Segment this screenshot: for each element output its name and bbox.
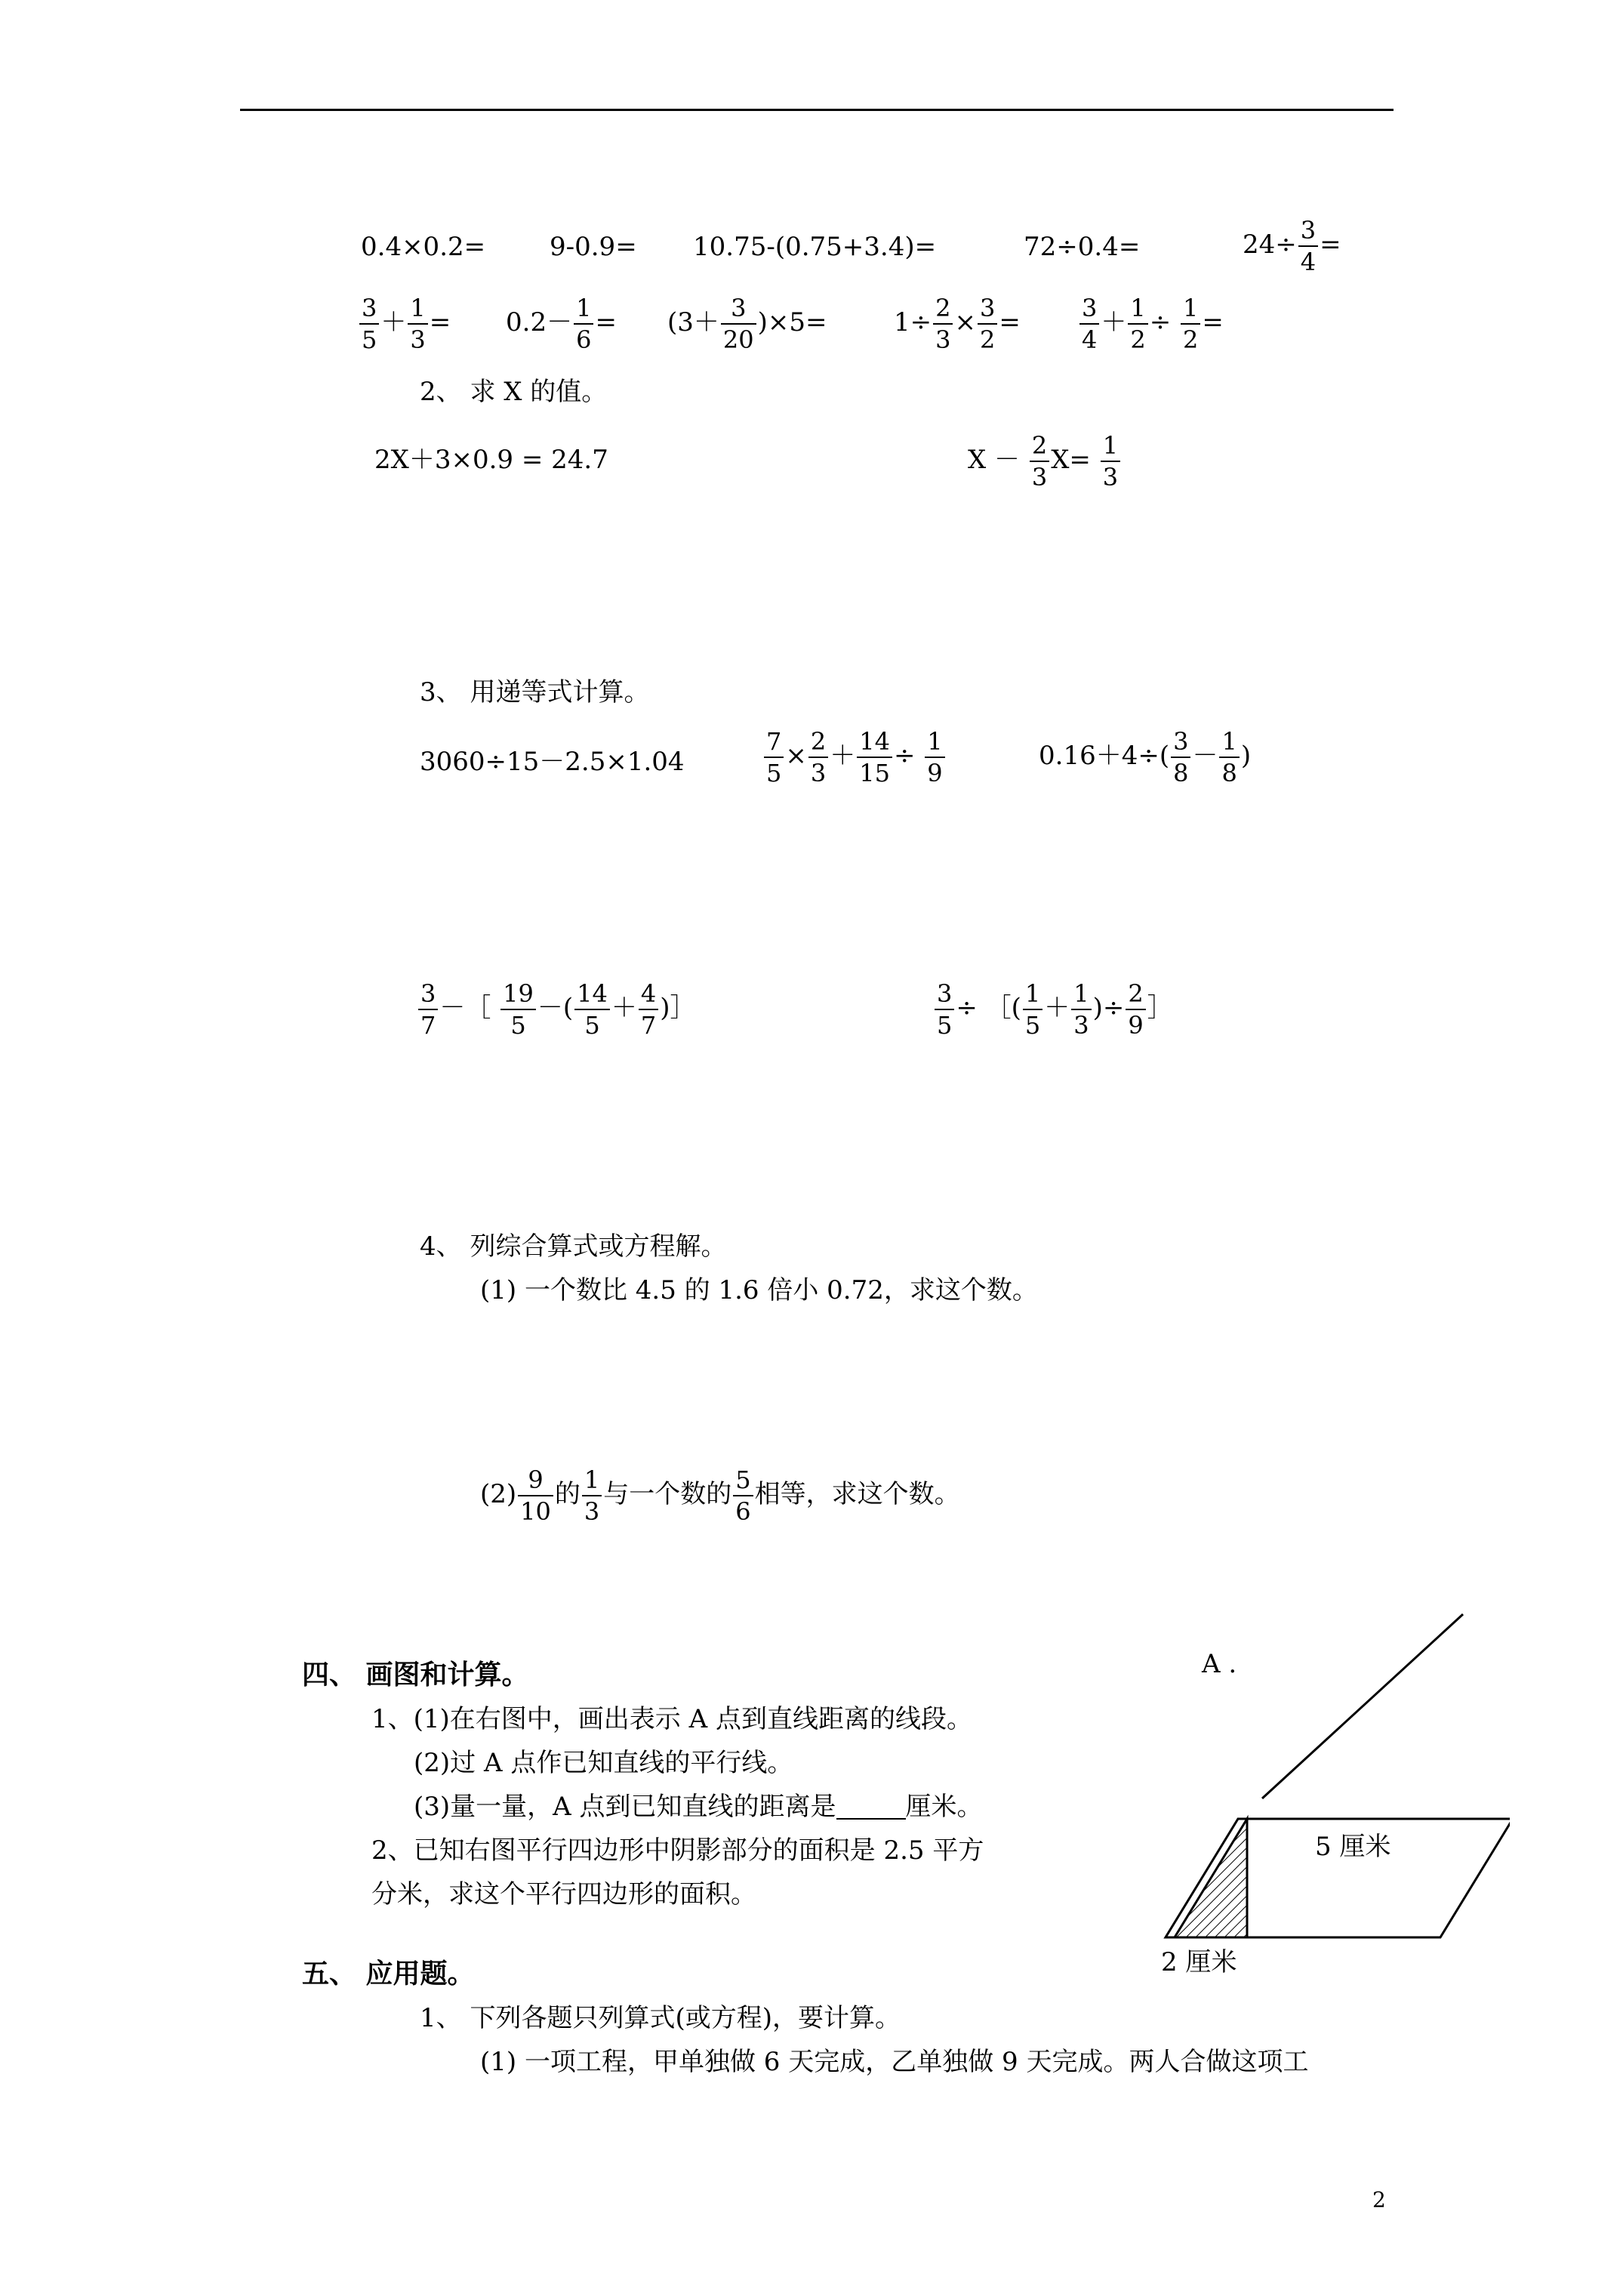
section-4-line-1: 1、(1)在右图中，画出表示 A 点到直线距离的线段。 xyxy=(371,1704,972,1734)
row2-expr-1: $\frac{3}{5}$ ＋ $\frac{1}{3}$ = xyxy=(358,293,451,355)
q2-equation-2: X － $\frac{2}{3}$ X= $\frac{1}{3}$ xyxy=(968,430,1122,492)
fraction: $\frac{14}{15}$ xyxy=(857,726,892,788)
fraction: $\frac{2}{3}$ xyxy=(933,293,953,355)
fraction: $\frac{3}{4}$ xyxy=(1079,293,1099,355)
fraction: $\frac{3}{2}$ xyxy=(978,293,997,355)
fraction: $\frac{3}{20}$ xyxy=(721,293,756,355)
section-4-line-3: (3)量一量，A 点到已知直线的距离是 厘米。 xyxy=(414,1792,983,1822)
row2-expr-4: 1÷ $\frac{2}{3}$ × $\frac{3}{2}$ = xyxy=(894,294,1021,354)
row1-expr-5: 24÷ $\frac{3}{4}$ = xyxy=(1243,216,1341,276)
fraction: $\frac{3}{5}$ xyxy=(359,293,379,355)
point-a-label: A . xyxy=(1202,1649,1237,1679)
fraction: $\frac{1}{8}$ xyxy=(1219,726,1239,788)
top-side-label: 5 厘米 xyxy=(1315,1832,1391,1862)
section-4-line-4: 2、已知右图平行四边形中阴影部分的面积是 2.5 平方 xyxy=(371,1835,984,1866)
row2-expr-3: (3＋ $\frac{3}{20}$ )×5= xyxy=(667,294,827,354)
fraction: $\frac{1}{3}$ xyxy=(408,293,427,355)
fraction: $\frac{1}{9}$ xyxy=(925,726,944,788)
fraction: $\frac{4}{7}$ xyxy=(639,978,658,1040)
section-5-line-2: (1) 一项工程，甲单独做 6 天完成，乙单独做 9 天完成。两人合做这项工 xyxy=(480,2047,1309,2077)
q2-equation-1: 2X＋3×0.9 = 24.7 xyxy=(374,445,608,475)
answer-blank xyxy=(836,1795,906,1820)
section-5-heading: 五、 应用题。 xyxy=(302,1958,475,1989)
fraction: $\frac{3}{7}$ xyxy=(418,978,438,1040)
fraction: $\frac{3}{4}$ xyxy=(1298,215,1318,277)
row2-expr-5: $\frac{3}{4}$ ＋ $\frac{1}{2}$ ÷ $\frac{1}{2}$ = xyxy=(1078,293,1224,355)
fraction: $\frac{9}{10}$ xyxy=(518,1465,553,1527)
row2-expr-2: 0.2－ $\frac{1}{6}$ = xyxy=(506,294,617,354)
section-4-heading: 四、 画图和计算。 xyxy=(302,1659,529,1690)
given-line xyxy=(1262,1614,1463,1798)
q4-heading: 4、 列综合算式或方程解。 xyxy=(420,1231,727,1262)
q3-expr-2: $\frac{7}{5}$ × $\frac{2}{3}$ ＋ $\frac{14}{15}$ ÷ $\frac{1}{9}$ xyxy=(762,726,947,788)
row1-expr-2: 9-0.9= xyxy=(550,232,637,262)
header-rule xyxy=(240,109,1394,111)
fraction: $\frac{3}{5}$ xyxy=(935,978,954,1040)
shaded-triangle xyxy=(1175,1819,1247,1937)
q3-expr-3: 0.16＋4÷( $\frac{3}{8}$ － $\frac{1}{8}$ ) xyxy=(1039,727,1252,787)
fraction: $\frac{2}{3}$ xyxy=(1030,430,1049,492)
fraction: $\frac{1}{2}$ xyxy=(1181,293,1200,355)
fraction: $\frac{2}{3}$ xyxy=(808,726,828,788)
fraction: $\frac{2}{9}$ xyxy=(1126,978,1145,1040)
q4-problem-2: (2) $\frac{9}{10}$ 的 $\frac{1}{3}$ 与一个数的 $\frac{5}{6}$ 相等，求这个数。 xyxy=(480,1465,960,1526)
q3-expr-5: $\frac{3}{5}$ ÷ ［( $\frac{1}{5}$ ＋ $\frac{1}{3}$ )÷ $\frac{2}{9}$ ］ xyxy=(933,978,1173,1040)
q3-heading: 3、 用递等式计算。 xyxy=(420,677,650,707)
page-number: 2 xyxy=(1372,2187,1386,2212)
fraction: $\frac{1}{5}$ xyxy=(1023,978,1042,1040)
section-4-line-5: 分米，求这个平行四边形的面积。 xyxy=(371,1879,756,1909)
fraction: $\frac{14}{5}$ xyxy=(574,978,610,1040)
fraction: $\frac{1}{2}$ xyxy=(1128,293,1147,355)
q4-problem-1: (1) 一个数比 4.5 的 1.6 倍小 0.72，求这个数。 xyxy=(480,1275,1038,1305)
fraction: $\frac{7}{5}$ xyxy=(764,726,784,788)
fraction: $\frac{1}{6}$ xyxy=(574,293,593,355)
row1-expr-4: 72÷0.4= xyxy=(1024,232,1141,262)
fraction: $\frac{5}{6}$ xyxy=(733,1465,753,1527)
fraction: $\frac{3}{8}$ xyxy=(1171,726,1190,788)
section-5-line-1: 1、 下列各题只列算式(或方程)，要计算。 xyxy=(420,2003,901,2033)
row1-expr-1: 0.4×0.2= xyxy=(361,232,486,262)
row1-expr-3: 10.75-(0.75+3.4)= xyxy=(693,232,937,262)
section-4-line-2: (2)过 A 点作已知直线的平行线。 xyxy=(414,1748,793,1778)
fraction: $\frac{19}{5}$ xyxy=(500,978,536,1040)
q2-heading: 2、 求 X 的值。 xyxy=(420,377,608,407)
bottom-side-label: 2 厘米 xyxy=(1161,1947,1237,1977)
fraction: $\frac{1}{3}$ xyxy=(1101,430,1120,492)
q3-expr-1: 3060÷15－2.5×1.04 xyxy=(420,747,685,777)
q3-expr-4: $\frac{3}{7}$ －［ $\frac{19}{5}$ －( $\frac{14}{5}$ ＋ $\frac{4}{7}$ )］ xyxy=(417,978,696,1040)
fraction: $\frac{1}{3}$ xyxy=(1071,978,1091,1040)
fraction: $\frac{1}{3}$ xyxy=(582,1465,602,1527)
